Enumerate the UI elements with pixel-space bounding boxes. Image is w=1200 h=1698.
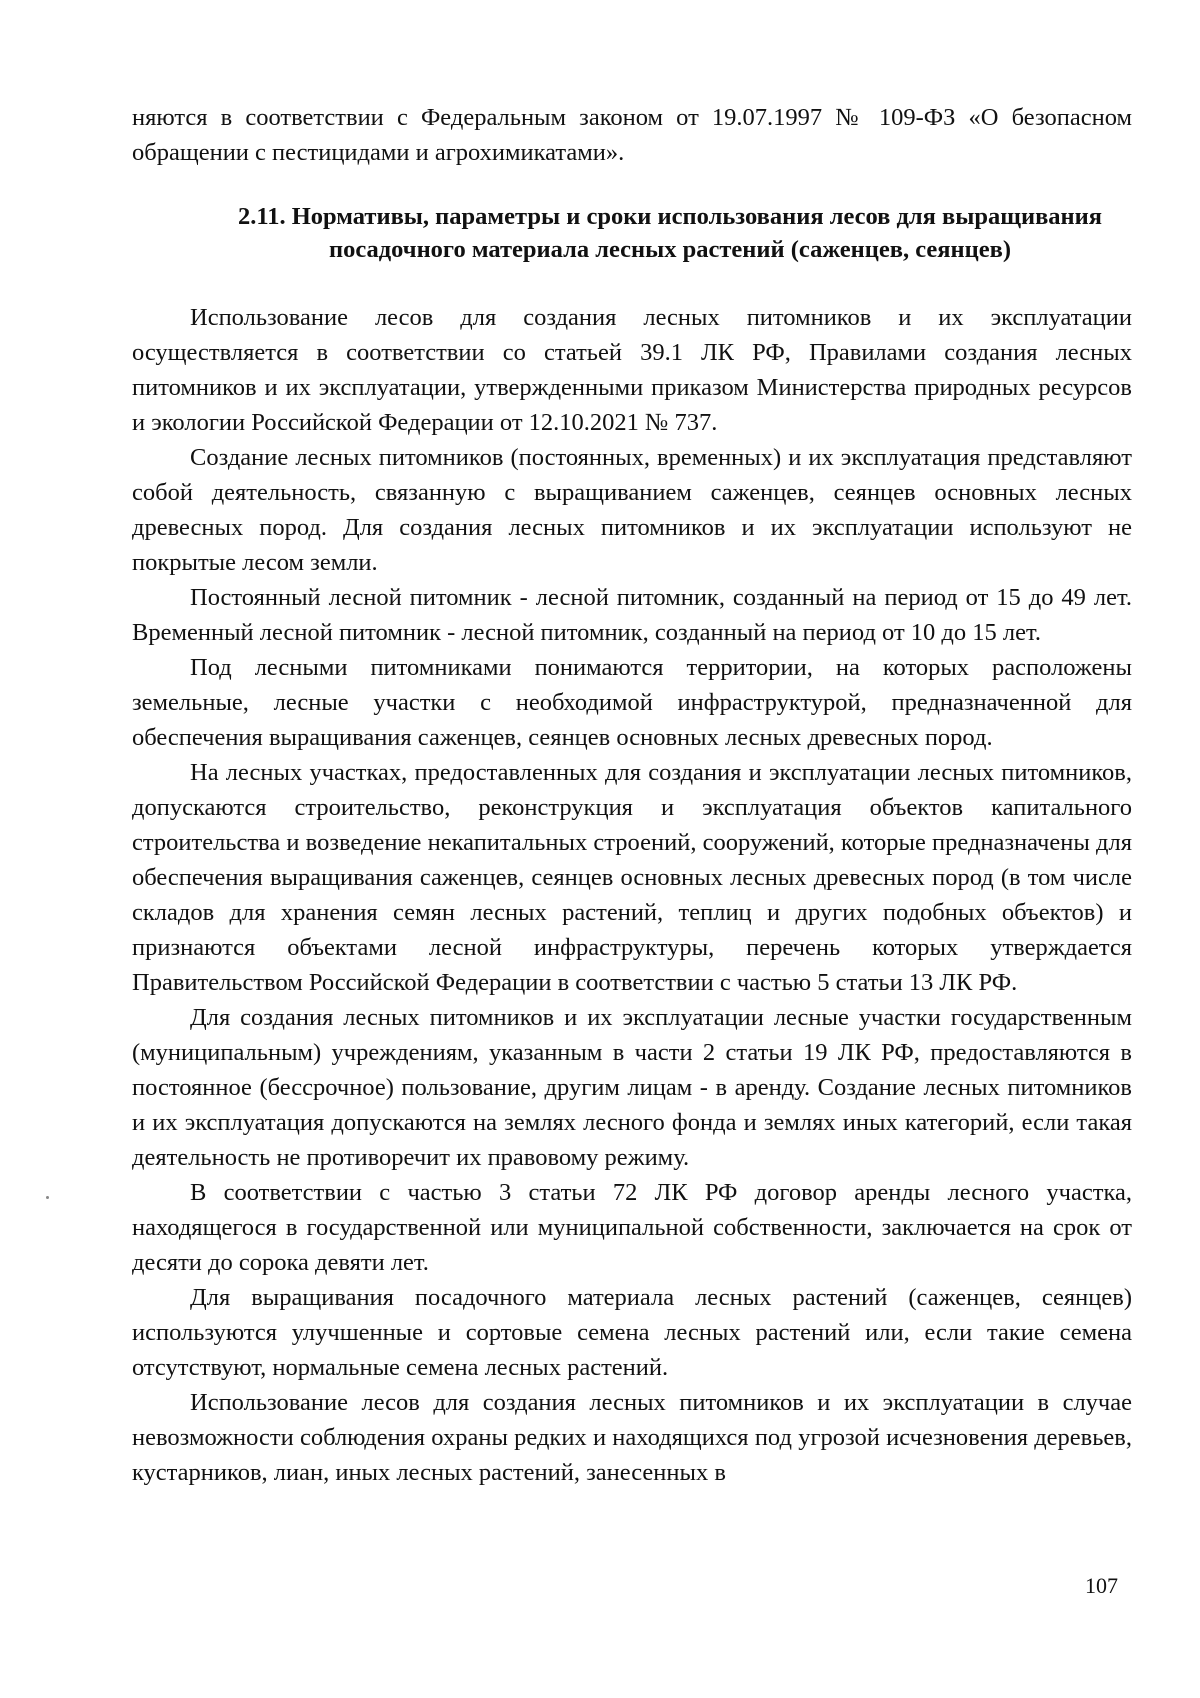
body-paragraph-7: В соответствии с частью 3 статьи 72 ЛК РФ договор аренды лесного участка, находящегося в государственной или муниципальной собственности, заключается на срок от десяти до сорока девяти лет.: [132, 1179, 1132, 1276]
body-paragraph-9: Использование лесов для создания лесных питомников и их эксплуатации в случае невозможности соблюдения охраны редких и находящихся под угрозой исчезновения деревьев, кустарников, лиан, иных лесных растений, занесенных в: [132, 1389, 1132, 1486]
body-paragraph-8: Для выращивания посадочного материала лесных растений (саженцев, сеянцев) используются улучшенные и сортовые семена лесных растений или, если такие семена отсутствуют, нормальные семена лесных растений.: [132, 1284, 1132, 1381]
body-paragraph-5: На лесных участках, предоставленных для создания и эксплуатации лесных питомников, допускаются строительство, реконструкция и эксплуатация объектов капитального строительства и возведение некапитальных строений, сооружений, которые предназначены для обеспечения выращивания саженцев, сеянцев основных лесных древесных пород (в том числе складов для хранения семян лесных растений, теплиц и других подобных объектов) и признаются объектами лесной инфраструктуры, перечень которых утверждается Правительством Российской Федерации в соответствии с частью 5 статьи 13 ЛК РФ.: [132, 759, 1132, 996]
body-paragraph-1: Использование лесов для создания лесных питомников и их эксплуатации осуществляется в соответствии со статьей 39.1 ЛК РФ, Правилами создания лесных питомников и их эксплуатации, утвержденными приказом Министерства природных ресурсов и экологии Российской Федерации от 12.10.2021 № 737.: [132, 304, 1132, 436]
scan-speck: [46, 1196, 49, 1199]
page-number: 107: [1085, 1573, 1118, 1598]
intro-paragraph: няются в соответствии с Федеральным законом от 19.07.1997 № 109-ФЗ «О безопасном обращении с пестицидами и агрохимикатами».: [132, 104, 1132, 166]
body-paragraph-2: Создание лесных питомников (постоянных, временных) и их эксплуатация представляют собой деятельность, связанную с выращиванием саженцев, сеянцев основных лесных древесных пород. Для создания лесных питомников и их эксплуатации используют не покрытые лесом земли.: [132, 444, 1132, 576]
body-paragraph-3: Постоянный лесной питомник - лесной питомник, созданный на период от 15 до 49 лет. Временный лесной питомник - лесной питомник, созданный на период от 10 до 15 лет.: [132, 584, 1132, 646]
body-paragraph-4: Под лесными питомниками понимаются территории, на которых расположены земельные, лесные участки с необходимой инфраструктурой, предназначенной для обеспечения выращивания саженцев, сеянцев основных лесных древесных пород.: [132, 654, 1132, 751]
section-heading: 2.11. Нормативы, параметры и сроки использования лесов для выращивания посадочного материала лесных растений (саженцев, сеянцев): [237, 203, 1103, 263]
page-content: [132, 100, 1132, 1490]
body-paragraph-6: Для создания лесных питомников и их эксплуатации лесные участки государственным (муниципальным) учреждениям, указанным в части 2 статьи 19 ЛК РФ, предоставляются в постоянное (бессрочное) пользование, другим лицам - в аренду. Создание лесных питомников и их эксплуатация допускаются на землях лесного фонда и землях иных категорий, если такая деятельность не противоречит их правовому режиму.: [132, 1004, 1132, 1171]
